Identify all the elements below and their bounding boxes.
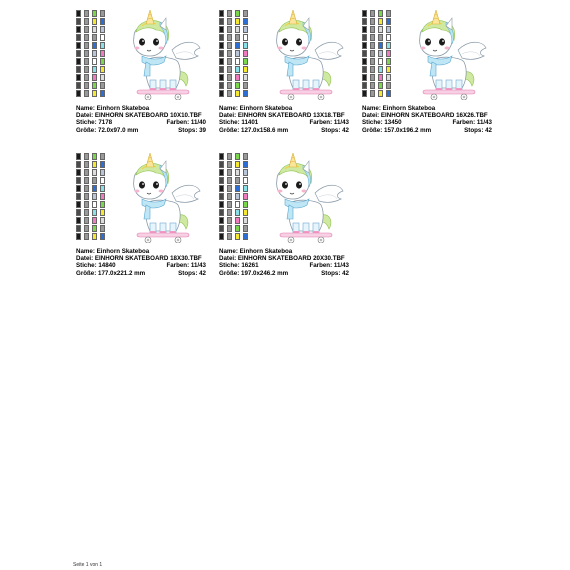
color-swatch bbox=[386, 50, 391, 57]
color-swatch bbox=[235, 201, 240, 208]
design-name: Name: Einhorn Skateboa bbox=[76, 248, 150, 255]
color-swatch bbox=[362, 58, 367, 65]
color-swatch bbox=[219, 90, 224, 97]
color-swatch bbox=[100, 193, 105, 200]
color-swatch bbox=[219, 74, 224, 81]
unicorn-skateboard-artwork bbox=[406, 10, 492, 100]
design-card bbox=[362, 10, 492, 140]
color-swatch bbox=[100, 42, 105, 49]
color-swatch bbox=[386, 42, 391, 49]
color-swatch bbox=[84, 74, 89, 81]
color-swatch bbox=[227, 50, 232, 57]
design-file: Datei: EINHORN SKATEBOARD 10X10.TBF bbox=[76, 112, 202, 120]
color-swatch bbox=[386, 90, 391, 97]
color-swatch bbox=[76, 74, 81, 81]
color-swatch bbox=[92, 50, 97, 57]
color-swatch bbox=[378, 58, 383, 65]
color-swatch bbox=[235, 74, 240, 81]
color-swatch bbox=[100, 74, 105, 81]
color-swatch bbox=[219, 18, 224, 25]
color-swatch bbox=[219, 42, 224, 49]
color-swatch bbox=[235, 58, 240, 65]
color-swatch bbox=[76, 193, 81, 200]
color-swatch bbox=[92, 201, 97, 208]
color-swatch bbox=[227, 10, 232, 17]
color-swatch bbox=[92, 209, 97, 216]
color-swatch bbox=[243, 26, 248, 33]
color-swatch bbox=[227, 90, 232, 97]
color-swatch-grid bbox=[76, 153, 112, 243]
color-swatch bbox=[76, 201, 81, 208]
color-swatch bbox=[243, 201, 248, 208]
color-swatch bbox=[76, 161, 81, 168]
design-info bbox=[219, 248, 349, 277]
color-swatch bbox=[92, 153, 97, 160]
color-swatch bbox=[243, 169, 248, 176]
color-swatch bbox=[100, 185, 105, 192]
design-info bbox=[76, 248, 206, 277]
color-swatch bbox=[84, 18, 89, 25]
color-swatch bbox=[84, 50, 89, 57]
color-swatch bbox=[219, 26, 224, 33]
color-swatch bbox=[243, 50, 248, 57]
color-swatch bbox=[227, 185, 232, 192]
color-swatch bbox=[76, 42, 81, 49]
color-swatch bbox=[76, 177, 81, 184]
color-swatch bbox=[84, 58, 89, 65]
color-swatch bbox=[92, 225, 97, 232]
design-size: Größe: 197.0x246.2 mm bbox=[219, 269, 289, 277]
color-swatch bbox=[219, 185, 224, 192]
design-size: Größe: 177.0x221.2 mm bbox=[76, 269, 146, 277]
color-swatch bbox=[219, 82, 224, 89]
color-swatch bbox=[84, 201, 89, 208]
color-swatch bbox=[84, 10, 89, 17]
color-swatch bbox=[76, 233, 81, 240]
color-swatch bbox=[92, 42, 97, 49]
color-swatch bbox=[362, 66, 367, 73]
unicorn-skateboard-artwork bbox=[120, 153, 206, 243]
color-swatch bbox=[362, 34, 367, 41]
stop-count: Stops: 42 bbox=[464, 126, 492, 134]
color-swatch bbox=[100, 201, 105, 208]
color-swatch bbox=[76, 153, 81, 160]
color-swatch bbox=[84, 26, 89, 33]
color-swatch bbox=[370, 66, 375, 73]
color-swatch bbox=[84, 185, 89, 192]
color-swatch bbox=[227, 177, 232, 184]
stitch-count: Stiche: 7178 bbox=[76, 119, 113, 127]
color-swatch bbox=[84, 82, 89, 89]
color-count: Farben: 11/43 bbox=[452, 119, 492, 127]
color-swatch bbox=[243, 225, 248, 232]
color-swatch bbox=[227, 201, 232, 208]
color-swatch bbox=[235, 82, 240, 89]
stitch-count: Stiche: 14840 bbox=[76, 262, 116, 270]
color-swatch bbox=[219, 50, 224, 57]
color-swatch bbox=[235, 177, 240, 184]
color-swatch bbox=[243, 66, 248, 73]
color-swatch bbox=[76, 209, 81, 216]
stop-count: Stops: 39 bbox=[178, 126, 206, 134]
color-swatch bbox=[227, 153, 232, 160]
design-size: Größe: 127.0x158.6 mm bbox=[219, 126, 289, 134]
color-swatch bbox=[227, 42, 232, 49]
color-swatch bbox=[76, 217, 81, 224]
design-name: Name: Einhorn Skateboa bbox=[362, 105, 436, 112]
color-swatch bbox=[370, 42, 375, 49]
color-swatch bbox=[92, 18, 97, 25]
color-swatch bbox=[84, 225, 89, 232]
design-card bbox=[76, 153, 206, 283]
color-swatch bbox=[92, 233, 97, 240]
color-swatch bbox=[84, 34, 89, 41]
color-swatch bbox=[243, 233, 248, 240]
color-swatch bbox=[100, 90, 105, 97]
color-swatch bbox=[92, 169, 97, 176]
color-swatch bbox=[76, 185, 81, 192]
color-swatch bbox=[92, 161, 97, 168]
color-swatch bbox=[219, 66, 224, 73]
color-swatch bbox=[378, 74, 383, 81]
color-swatch bbox=[235, 225, 240, 232]
color-swatch bbox=[100, 34, 105, 41]
color-swatch bbox=[84, 153, 89, 160]
color-swatch bbox=[235, 34, 240, 41]
color-swatch bbox=[84, 42, 89, 49]
color-swatch bbox=[243, 58, 248, 65]
color-swatch bbox=[243, 18, 248, 25]
color-swatch bbox=[235, 185, 240, 192]
color-swatch bbox=[378, 66, 383, 73]
color-swatch bbox=[370, 50, 375, 57]
color-swatch bbox=[386, 66, 391, 73]
color-swatch bbox=[92, 90, 97, 97]
color-swatch bbox=[76, 18, 81, 25]
color-swatch bbox=[219, 225, 224, 232]
design-info bbox=[219, 105, 349, 134]
color-swatch bbox=[235, 50, 240, 57]
color-swatch bbox=[219, 217, 224, 224]
color-swatch bbox=[227, 34, 232, 41]
design-file: Datei: EINHORN SKATEBOARD 13X18.TBF bbox=[219, 112, 345, 120]
color-swatch bbox=[227, 82, 232, 89]
unicorn-skateboard-artwork bbox=[120, 10, 206, 100]
color-swatch bbox=[92, 26, 97, 33]
color-swatch bbox=[227, 225, 232, 232]
color-swatch bbox=[219, 233, 224, 240]
color-swatch bbox=[378, 10, 383, 17]
color-swatch bbox=[370, 26, 375, 33]
color-swatch bbox=[370, 18, 375, 25]
color-swatch bbox=[76, 34, 81, 41]
color-swatch bbox=[92, 10, 97, 17]
color-swatch bbox=[219, 201, 224, 208]
color-swatch bbox=[378, 42, 383, 49]
page-footer: Seite 1 von 1 bbox=[73, 562, 103, 568]
color-swatch bbox=[76, 66, 81, 73]
color-swatch bbox=[100, 82, 105, 89]
color-swatch bbox=[219, 153, 224, 160]
color-swatch bbox=[235, 209, 240, 216]
color-swatch bbox=[370, 10, 375, 17]
color-swatch bbox=[243, 74, 248, 81]
color-swatch bbox=[219, 10, 224, 17]
color-swatch bbox=[362, 42, 367, 49]
color-swatch bbox=[219, 193, 224, 200]
design-info bbox=[76, 105, 206, 134]
stop-count: Stops: 42 bbox=[321, 126, 349, 134]
color-swatch bbox=[76, 225, 81, 232]
color-swatch bbox=[227, 74, 232, 81]
color-swatch bbox=[243, 217, 248, 224]
color-swatch bbox=[386, 26, 391, 33]
color-swatch bbox=[84, 66, 89, 73]
color-swatch bbox=[227, 161, 232, 168]
color-swatch bbox=[92, 217, 97, 224]
color-swatch bbox=[243, 42, 248, 49]
color-swatch bbox=[362, 50, 367, 57]
color-swatch bbox=[386, 82, 391, 89]
color-swatch bbox=[362, 10, 367, 17]
color-swatch bbox=[219, 58, 224, 65]
color-swatch bbox=[227, 217, 232, 224]
stitch-count: Stiche: 11401 bbox=[219, 119, 259, 127]
color-swatch bbox=[100, 26, 105, 33]
color-swatch bbox=[100, 217, 105, 224]
color-swatch bbox=[92, 34, 97, 41]
color-swatch bbox=[100, 50, 105, 57]
color-swatch bbox=[227, 233, 232, 240]
color-swatch bbox=[227, 26, 232, 33]
color-swatch bbox=[92, 185, 97, 192]
color-count: Farben: 11/43 bbox=[309, 119, 349, 127]
color-swatch bbox=[100, 153, 105, 160]
color-swatch bbox=[84, 217, 89, 224]
color-swatch bbox=[370, 34, 375, 41]
design-file: Datei: EINHORN SKATEBOARD 18X30.TBF bbox=[76, 255, 202, 263]
color-swatch bbox=[235, 153, 240, 160]
color-swatch bbox=[235, 193, 240, 200]
color-swatch bbox=[235, 10, 240, 17]
color-swatch bbox=[227, 169, 232, 176]
color-swatch bbox=[243, 10, 248, 17]
color-swatch bbox=[84, 161, 89, 168]
color-swatch bbox=[219, 209, 224, 216]
color-swatch bbox=[243, 177, 248, 184]
color-swatch bbox=[378, 26, 383, 33]
color-swatch bbox=[219, 161, 224, 168]
color-swatch bbox=[243, 153, 248, 160]
color-swatch bbox=[235, 217, 240, 224]
color-swatch bbox=[100, 209, 105, 216]
color-swatch bbox=[100, 233, 105, 240]
color-swatch bbox=[235, 90, 240, 97]
color-swatch bbox=[92, 82, 97, 89]
color-swatch bbox=[378, 34, 383, 41]
color-swatch bbox=[76, 58, 81, 65]
color-swatch bbox=[386, 10, 391, 17]
color-swatch bbox=[235, 66, 240, 73]
color-swatch bbox=[92, 66, 97, 73]
color-swatch bbox=[92, 58, 97, 65]
color-swatch bbox=[370, 82, 375, 89]
color-swatch bbox=[100, 18, 105, 25]
color-swatch bbox=[235, 233, 240, 240]
color-swatch bbox=[243, 185, 248, 192]
color-swatch-grid bbox=[219, 153, 255, 243]
color-swatch bbox=[386, 34, 391, 41]
color-swatch bbox=[76, 10, 81, 17]
stop-count: Stops: 42 bbox=[178, 269, 206, 277]
color-swatch bbox=[100, 58, 105, 65]
color-swatch bbox=[100, 161, 105, 168]
color-swatch bbox=[386, 74, 391, 81]
color-swatch bbox=[76, 82, 81, 89]
color-swatch bbox=[227, 18, 232, 25]
color-swatch-grid bbox=[76, 10, 112, 100]
color-swatch bbox=[362, 90, 367, 97]
color-swatch bbox=[362, 26, 367, 33]
color-count: Farben: 11/43 bbox=[309, 262, 349, 270]
design-size: Größe: 72.0x97.0 mm bbox=[76, 126, 139, 134]
color-swatch bbox=[92, 177, 97, 184]
color-swatch bbox=[84, 233, 89, 240]
color-swatch bbox=[76, 26, 81, 33]
color-swatch bbox=[243, 161, 248, 168]
color-swatch bbox=[362, 18, 367, 25]
design-name: Name: Einhorn Skateboa bbox=[219, 248, 293, 255]
design-info bbox=[362, 105, 492, 134]
color-swatch-grid bbox=[362, 10, 398, 100]
color-swatch bbox=[362, 82, 367, 89]
design-card bbox=[219, 153, 349, 283]
design-name: Name: Einhorn Skateboa bbox=[219, 105, 293, 112]
color-swatch bbox=[227, 209, 232, 216]
color-swatch bbox=[219, 177, 224, 184]
color-swatch bbox=[378, 82, 383, 89]
color-swatch bbox=[235, 161, 240, 168]
design-size: Größe: 157.0x196.2 mm bbox=[362, 126, 432, 134]
color-swatch bbox=[370, 74, 375, 81]
color-swatch bbox=[227, 58, 232, 65]
design-name: Name: Einhorn Skateboa bbox=[76, 105, 150, 112]
color-swatch bbox=[235, 26, 240, 33]
color-swatch bbox=[235, 18, 240, 25]
color-swatch bbox=[378, 50, 383, 57]
design-card bbox=[76, 10, 206, 140]
color-swatch bbox=[386, 58, 391, 65]
color-swatch bbox=[378, 90, 383, 97]
color-swatch bbox=[100, 10, 105, 17]
color-swatch bbox=[362, 74, 367, 81]
color-swatch bbox=[100, 66, 105, 73]
color-swatch bbox=[386, 18, 391, 25]
color-swatch bbox=[235, 169, 240, 176]
color-swatch bbox=[84, 193, 89, 200]
design-file: Datei: EINHORN SKATEBOARD 16X26.TBF bbox=[362, 112, 488, 120]
unicorn-skateboard-artwork bbox=[263, 153, 349, 243]
stitch-count: Stiche: 16261 bbox=[219, 262, 259, 270]
color-swatch bbox=[84, 177, 89, 184]
color-swatch bbox=[100, 177, 105, 184]
color-count: Farben: 11/40 bbox=[166, 119, 206, 127]
color-swatch bbox=[243, 209, 248, 216]
color-swatch bbox=[227, 66, 232, 73]
color-swatch bbox=[84, 169, 89, 176]
color-swatch bbox=[219, 169, 224, 176]
color-swatch bbox=[227, 193, 232, 200]
unicorn-skateboard-artwork bbox=[263, 10, 349, 100]
color-swatch bbox=[84, 209, 89, 216]
color-swatch bbox=[243, 34, 248, 41]
color-swatch bbox=[219, 34, 224, 41]
color-swatch-grid bbox=[219, 10, 255, 100]
color-swatch bbox=[76, 90, 81, 97]
design-card bbox=[219, 10, 349, 140]
color-swatch bbox=[84, 90, 89, 97]
stitch-count: Stiche: 13450 bbox=[362, 119, 402, 127]
color-swatch bbox=[76, 50, 81, 57]
color-swatch bbox=[243, 193, 248, 200]
color-swatch bbox=[235, 42, 240, 49]
color-swatch bbox=[100, 225, 105, 232]
color-swatch bbox=[378, 18, 383, 25]
color-count: Farben: 11/43 bbox=[166, 262, 206, 270]
color-swatch bbox=[370, 90, 375, 97]
stop-count: Stops: 42 bbox=[321, 269, 349, 277]
color-swatch bbox=[243, 90, 248, 97]
color-swatch bbox=[100, 169, 105, 176]
design-file: Datei: EINHORN SKATEBOARD 20X30.TBF bbox=[219, 255, 345, 263]
color-swatch bbox=[92, 193, 97, 200]
color-swatch bbox=[243, 82, 248, 89]
color-swatch bbox=[76, 169, 81, 176]
color-swatch bbox=[92, 74, 97, 81]
color-swatch bbox=[370, 58, 375, 65]
